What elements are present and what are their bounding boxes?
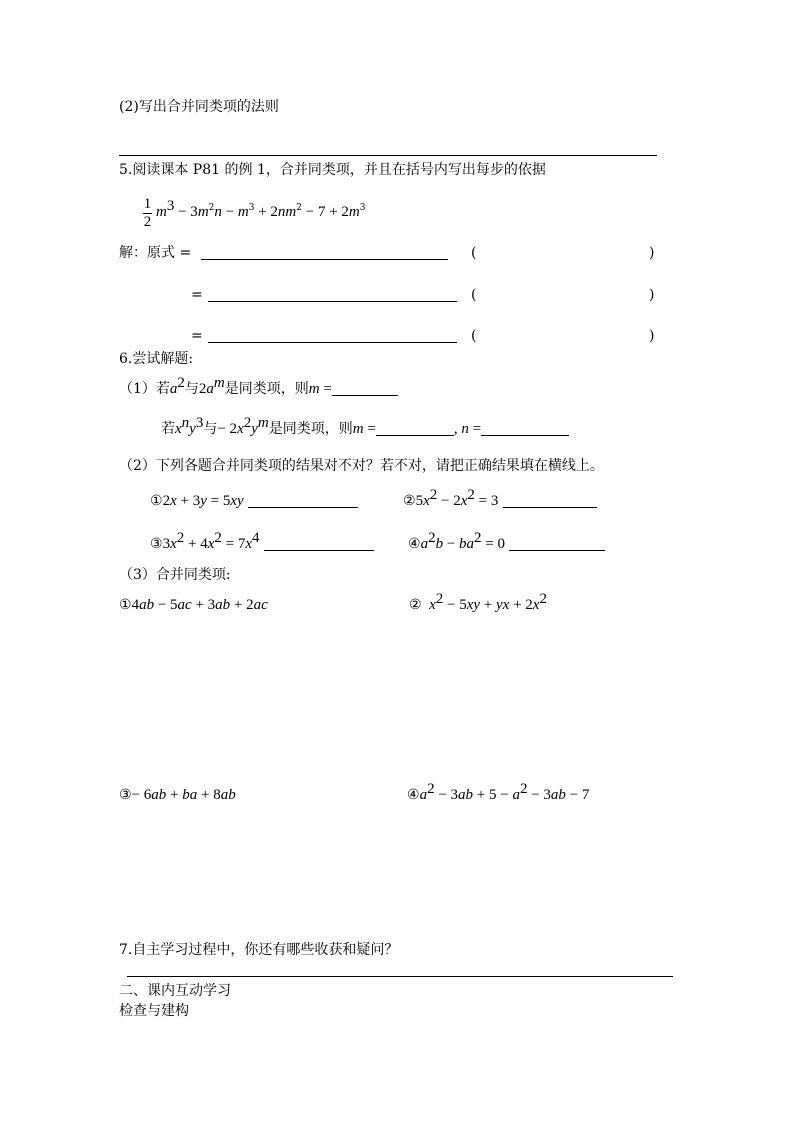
question-5-title: 5.阅读课本 P81 的例 1，合并同类项，并且在括号内写出每步的依据 [119,162,546,178]
circled-number-2: ② [409,597,422,613]
item-3-2: ② $x^2 - 5xy$ + yx + $2x^2$ [409,591,547,613]
reason-open-paren-2: ( [471,287,477,303]
answer-blank-2-1[interactable] [248,493,358,508]
answer-blank-m2[interactable] [376,421,454,436]
connector-text: 与 [203,421,218,437]
question-5-expression: $m^3 - 3m^2n - m^3 + 2nm^2 - 7 + 2m^3$ [156,198,366,220]
answer-line [119,155,657,156]
question-4-part-2: (2)写出合并同类项的法则 [119,99,279,115]
question-6-title: 6.尝试解题: [119,351,194,367]
circled-number-3: ③ [119,787,132,803]
answer-blank-n[interactable] [481,421,569,436]
section-2-heading: 二、课内互动学习 [119,983,231,999]
solution-step-3-line[interactable] [208,342,457,343]
answer-blank-2-3[interactable] [264,536,374,551]
fraction-denominator: 2 [143,214,152,230]
fraction-one-half [143,197,152,230]
item-2-1: ①2x + 3y = 5xy [150,492,358,510]
question-6-part-1b: 若$x^ny^3$与− $2x^2y^m$是同类项，则m = , n = [161,420,569,438]
part-1-label: （1）若 [119,381,170,397]
item-2-3: $③3x^2 + 4x^2 = 7x^4$ [150,535,374,553]
item-2-4: $④a^2b - ba^2 = 0$ [408,535,605,553]
question-6-part-3-title: （3）合并同类项: [119,567,231,583]
item-3-3: ③− 6ab + ba + 8ab [119,787,236,803]
item-3-1: ①4ab − 5ac + 3ab + 2ac [119,597,268,613]
reason-open-paren-3: ( [471,328,477,344]
answer-line-7[interactable] [127,976,673,977]
circled-number-2: ② [403,493,416,509]
question-7-title: 7.自主学习过程中，你还有哪些收获和疑问？ [119,942,399,958]
circled-number-3: ③ [150,536,163,552]
item-2-2: $②5x^2 - 2x^2 = 3$ [403,492,597,510]
answer-blank-2-4[interactable] [509,536,605,551]
reason-open-paren-1: ( [471,245,477,261]
question-6-part-1: （1）若$a^2$与$2a^m$是同类项，则m = [119,380,398,398]
like-terms-text: 是同类项，则 [224,381,309,397]
circled-number-4: ④ [407,787,420,803]
equals-sign-3: = [191,328,203,344]
circled-number-1: ① [150,493,163,509]
reason-close-paren-2: ) [649,287,655,303]
section-2-subheading: 检查与建构 [119,1003,189,1019]
solution-step-2-line[interactable] [208,301,457,302]
fraction-numerator: 1 [143,196,152,212]
connector-text: 与 [184,381,199,397]
answer-blank-2-2[interactable] [503,493,597,508]
reason-close-paren-3: ) [649,328,655,344]
item-3-4: $④a^2 - 3ab + 5 - a^2 - 3ab - 7$ [407,781,590,803]
reason-close-paren-1: ) [649,245,655,261]
solution-label: 解：原式 = [119,245,192,261]
answer-blank-m[interactable] [332,381,398,396]
if-text: 若 [161,421,175,437]
equals-sign-2: = [191,287,203,303]
question-6-part-2-title: （2）下列各题合并同类项的结果对不对？若不对，请把正确结果填在横线上。 [119,458,604,474]
solution-step-1-line[interactable] [201,259,448,260]
circled-number-1: ① [119,597,132,613]
circled-number-4: ④ [408,536,421,552]
like-terms-text: 是同类项，则 [268,421,353,437]
